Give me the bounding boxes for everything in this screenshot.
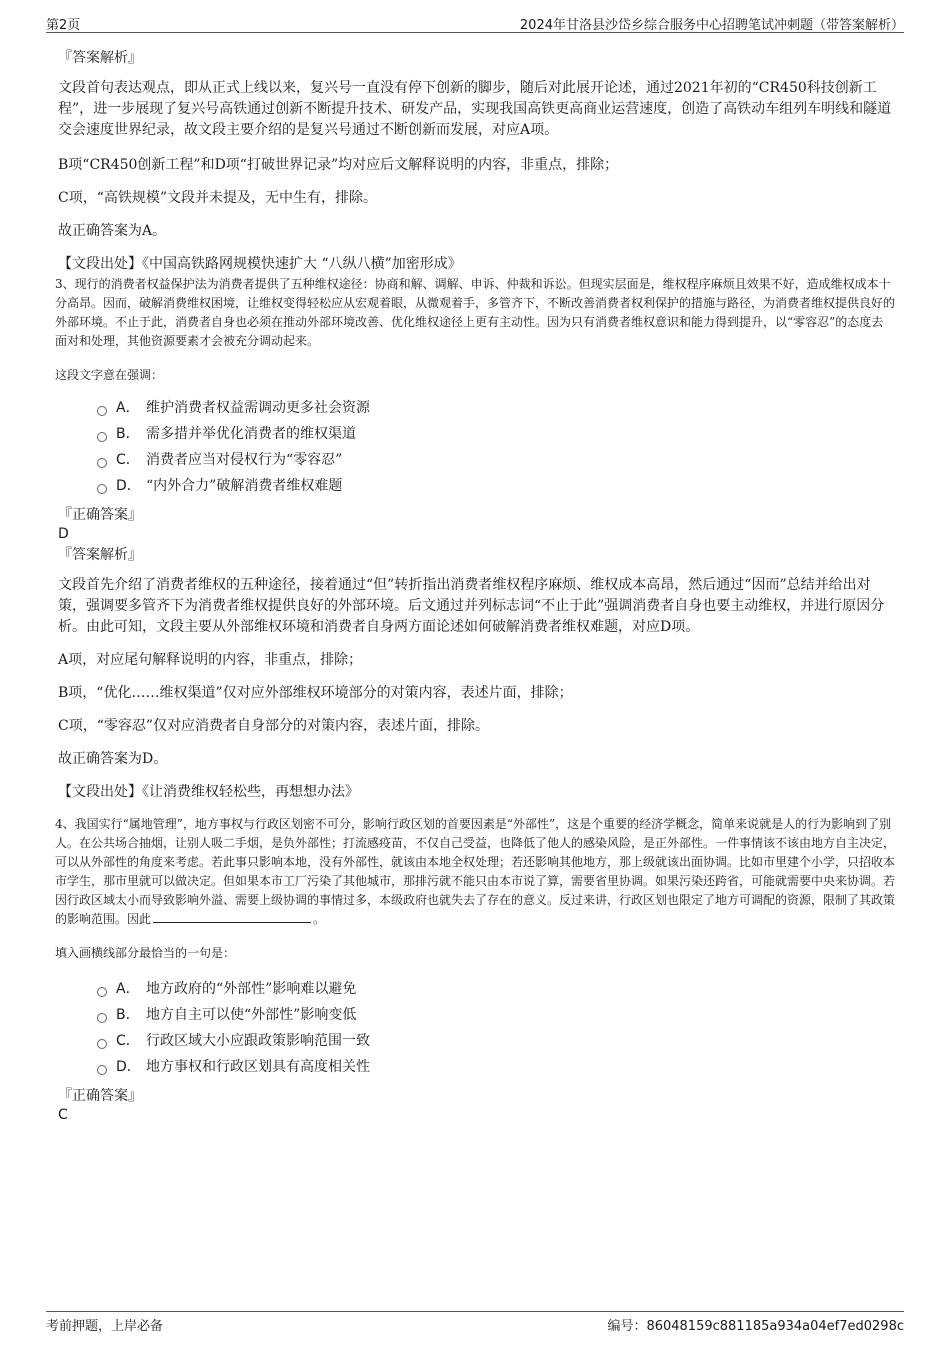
question-4-text: 4、我国实行“属地管理”，地方事权与行政区划密不可分，影响行政区划的首要因素是“外部性”，这是个重要的经济学概念，简单来说就是人的行为影响到了别人。在公共场合抽烟，让别人吸二手烟，是负外部性；打流感疫苗，不仅自己受益，也降低了他人的感染风险，是正外部性。一件事情该不该由地方自主决定，可以从外部性的角度来考虑。若此事只影响本地，没有外部性，就该由本地全权处理；若还影响其他地方，那上级就该出面协调。比如市里建个小学，只招收本市学生，那市里就可以做决定。但如果本市工厂污染了其他城市，那排污就不能只由本市说了算，需要省里协调。如果污染还跨省，可能就需要中央来协调。若因行政区域太小而导致影响外溢、需要上级协调的事情过多，本级政府也就失去了存在的意义。反过来讲，行政区划也限定了地方可调配的资源，限制了其政策的影响范围。因此 。 (55, 817, 896, 926)
answer-value: D (58, 526, 69, 542)
radio-icon[interactable] (97, 1013, 107, 1023)
analysis-option-bd: B项“CR450创新工程”和D项“打破世界记录”均对应后文解释说明的内容，非重点，排除； (58, 157, 619, 173)
radio-icon[interactable] (97, 987, 107, 997)
analysis-text: 文段首句表达观点，即从正式上线以来，复兴号一直没有停下创新的脚步，随后对此展开论述，通过2021年初的“CR450科技创新工程”，进一步展现了复兴号高铁通过创新不断提升技术、研发产品，实现我国高铁更高商业运营速度，创造了高铁动车组列车明线和隧道交会速度世界纪录，故文段主要介绍的是复兴号通过不断创新而发展，对应A项。 (58, 80, 892, 138)
radio-icon[interactable] (97, 484, 107, 494)
analysis-conclusion: 故正确答案为A。 (58, 223, 167, 239)
page-content (55, 48, 895, 1124)
document-title: 2024年甘洛县沙岱乡综合服务中心招聘笔试冲刺题（带答案解析） (519, 18, 904, 33)
analysis-option-c: C项，“零容忍”仅对应消费者自身部分的对策内容，表述片面，排除。 (58, 718, 490, 734)
analysis-option-b: B项，“优化……维权渠道”仅对应外部维权环境部分的对策内容，表述片面，排除； (58, 685, 573, 701)
radio-icon[interactable] (97, 432, 107, 442)
question-4-options (97, 976, 895, 1080)
footer-slogan: 考前押题，上岸必备 (46, 1319, 164, 1334)
page-footer (46, 1311, 904, 1334)
option-d[interactable]: D． “内外合力”破解消费者维权难题 (97, 473, 895, 499)
option-c[interactable]: C． 行政区域大小应跟政策影响范围一致 (97, 1028, 895, 1054)
analysis-label: 『答案解析』 (58, 50, 142, 66)
fill-blank (153, 910, 311, 923)
question-4-prompt: 填入画横线部分最恰当的一句是： (55, 946, 236, 960)
page-number: 第2页 (46, 18, 81, 33)
answer-value: C (58, 1107, 68, 1123)
radio-icon[interactable] (97, 1039, 107, 1049)
radio-icon[interactable] (97, 1065, 107, 1075)
passage-source: 【文段出处】《让消费维权轻松些，再想想办法》 (58, 784, 359, 800)
question-3-text: 3、现行的消费者权益保护法为消费者提供了五种维权途径：协商和解、调解、申诉、仲裁和诉讼。但现实层面是，维权程序麻烦且效果不好，造成维权成本十分高昂。因而，破解消费维权困境，让维权变得轻松应从宏观着眼，从微观着手，多管齐下，不断改善消费者权利保护的措施与路径，为消费者维权提供良好的外部环境。不止于此，消费者自身也必须在推动外部环境改善、优化维权途径上更有主动性。因为只有消费者维权意识和能力得到提升，以“零容忍”的态度去面对和处理，其他资源要素才会被充分调动起来。 (55, 277, 896, 348)
analysis-option-a: A项，对应尾句解释说明的内容，非重点，排除； (58, 652, 363, 668)
question-3-prompt: 这段文字意在强调： (55, 368, 164, 382)
option-a[interactable]: A． 维护消费者权益需调动更多社会资源 (97, 395, 895, 421)
passage-source: 【文段出处】《中国高铁路网规模快速扩大 “八纵八横”加密形成》 (58, 256, 462, 272)
question-3-options (97, 395, 895, 499)
radio-icon[interactable] (97, 458, 107, 468)
radio-icon[interactable] (97, 406, 107, 416)
option-c[interactable]: C． 消费者应当对侵权行为“零容忍” (97, 447, 895, 473)
answer-label: 『正确答案』 (58, 507, 142, 523)
analysis-conclusion: 故正确答案为D。 (58, 751, 168, 767)
option-b[interactable]: B． 需多措并举优化消费者的维权渠道 (97, 421, 895, 447)
page-header (46, 12, 904, 33)
option-a[interactable]: A． 地方政府的“外部性”影响难以避免 (97, 976, 895, 1002)
answer-label: 『正确答案』 (58, 1088, 142, 1104)
option-d[interactable]: D． 地方事权和行政区划具有高度相关性 (97, 1054, 895, 1080)
document-id: 编号：86048159c881185a934a04ef7ed0298c (607, 1319, 904, 1334)
analysis-label: 『答案解析』 (58, 547, 142, 563)
analysis-option-c: C项，“高铁规模”文段并未提及，无中生有，排除。 (58, 190, 378, 206)
analysis-text: 文段首先介绍了消费者维权的五种途径，接着通过“但”转折指出消费者维权程序麻烦、维权成本高昂，然后通过“因而”总结并给出对策，强调要多管齐下为消费者维权提供良好的外部环境。后文通过并列标志词“不止于此”强调消费者自身也要主动维权，并进行原因分析。由此可知，文段主要从外部维权环境和消费者自身两方面论述如何破解消费者维权难题，对应D项。 (58, 577, 885, 635)
option-b[interactable]: B． 地方自主可以使“外部性”影响变低 (97, 1002, 895, 1028)
